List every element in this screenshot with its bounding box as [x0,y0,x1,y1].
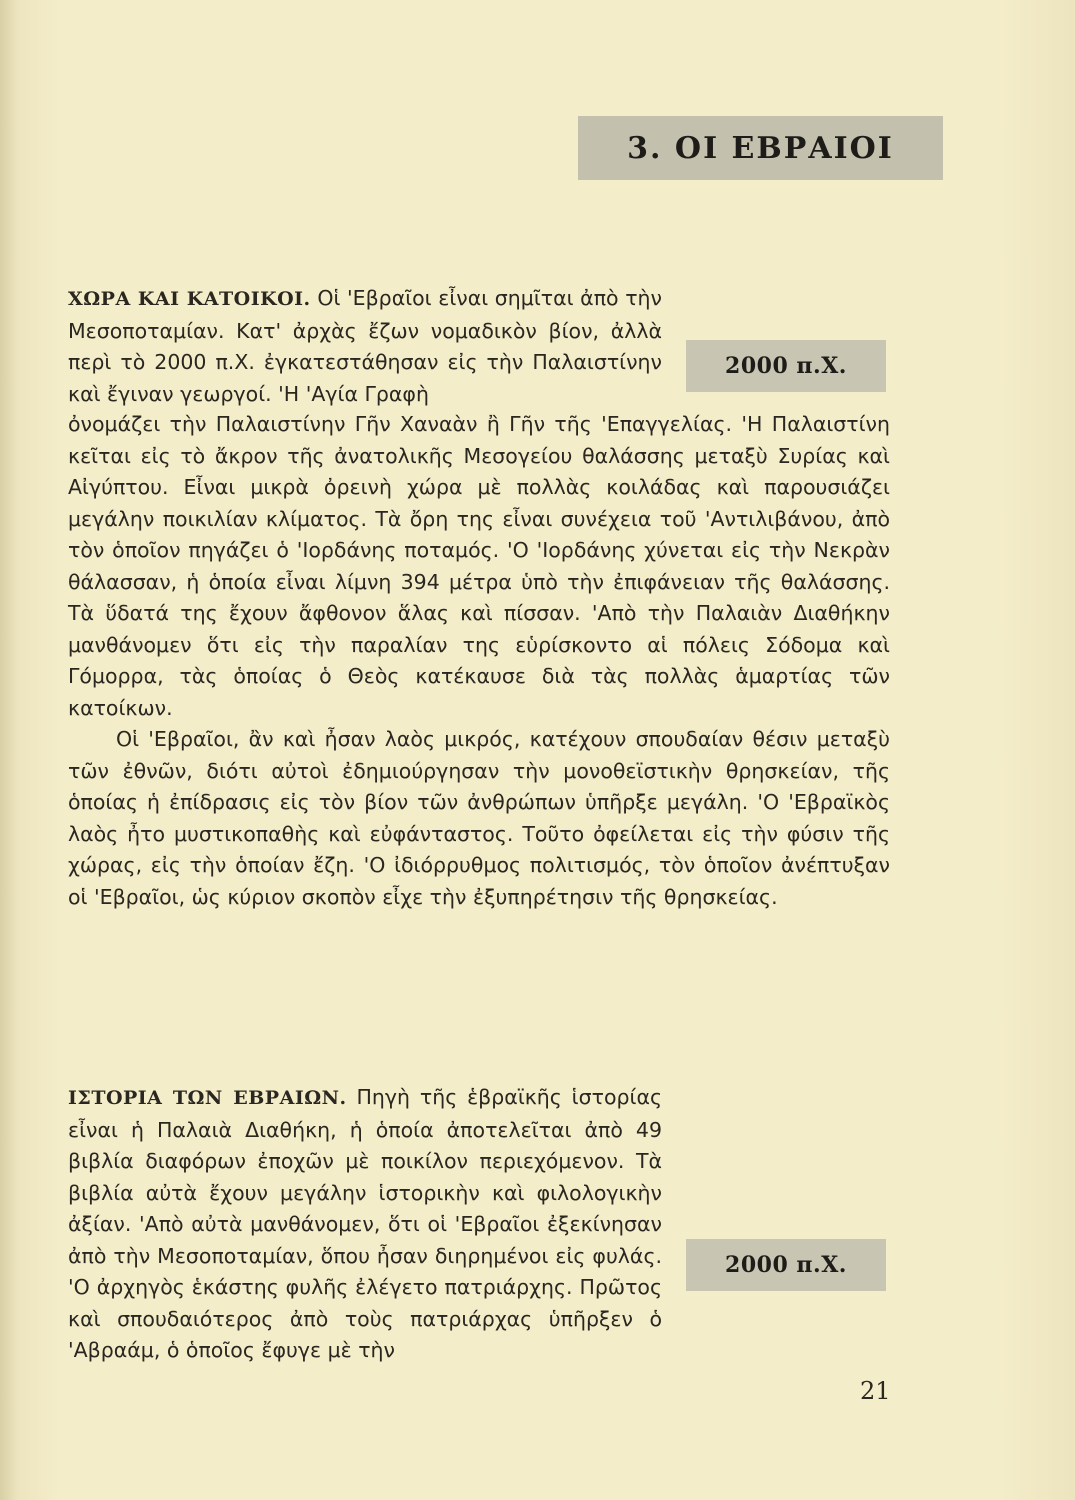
margin-date-note: 2000 π.Χ. [686,340,886,392]
section-heading-history: ΙΣΤΟΡΙΑ ΤΩΝ ΕΒΡΑΙΩΝ. [68,1087,347,1109]
section-1-lead-text: Οἱ 'Εβραῖοι εἶναι σημῖται ἀπὸ τὴν Μεσοποταμίαν. Κατ' ἀρχὰς ἔζων νομαδικὸν βίον, ἀλλὰ περὶ τὸ 2000 π.Χ. ἐγκατεστάθησαν εἰς τὴν Παλαιστίνην καὶ ἔγιναν γεωργοί. 'Η 'Αγία Γραφὴ [68,286,662,406]
section-2 [68,1082,890,1367]
page-number: 21 [860,1377,891,1405]
section-1-paragraph-2: Οἱ 'Εβραῖοι, ἂν καὶ ἦσαν λαὸς μικρός, κατέχουν σπουδαίαν θέσιν μεταξὺ τῶν ἐθνῶν, διότι αὐτοὶ ἐδημιούργησαν τὴν μονοθεϊστικὴν θρησκείαν, τῆς ὁποίας ἡ ἐπίδρασις εἰς τὸν βίον τῶν ἀνθρώπων ὑπῆρξε μεγάλη. 'Ο 'Εβραϊκὸς λαὸς ἦτο μυστικοπαθὴς καὶ εὐφάνταστος. Τοῦτο ὀφείλεται εἰς τὴν φύσιν τῆς χώρας, εἰς τὴν ὁποίαν ἔζη. 'Ο ἰδιόρρυθμος πολιτισμός, τὸν ὁποῖον ἀνέπτυξαν οἱ 'Εβραῖοι, ὡς κύριον σκοπὸν εἶχε τὴν ἐξυπηρέτησιν τῆς θρησκείας. [68,727,890,909]
section-2-wrapped-text: ἀπὸ τὴν Μεσοποταμίαν, ὅπου ἦσαν διηρημένοι εἰς φυλάς. 'Ο ἀρχηγὸς ἑκάστης φυλῆς ἐλέγετο πατριάρχης. Πρῶτος καὶ σπουδαιότερος [68,1243,662,1331]
section-1-body [68,409,890,913]
section-1-paragraph-1: ὀνομάζει τὴν Παλαιστίνην Γῆν Χαναὰν ἢ Γῆν τῆς 'Επαγγελίας. 'Η Παλαιστίνη κεῖται εἰς τὸ ἄκρον τῆς ἀνατολικῆς Μεσογείου θαλάσσης μεταξὺ Συρίας καὶ Αἰγύπτου. Εἶναι μικρὰ ὀρεινὴ χώρα μὲ πολλὰς κοιλάδας καὶ παρουσιάζει μεγάλην ποικιλίαν κλίματος. Τὰ ὄρη της εἶναι συνέχεια τοῦ 'Αντιλιβάνου, ἀπὸ τὸν ὁποῖον πηγάζει ὁ 'Ιορδάνης ποταμός. 'Ο 'Ιορδάνης χύνεται εἰς τὴν Νεκρὰν θάλασσαν, ἡ ὁποία εἶναι λίμνη 394 μέτρα ὑπὸ τὴν ἐπιφάνειαν τῆς θαλάσσης. Τὰ ὕδατά της ἔχουν ἄφθονον ἅλας καὶ πίσσαν. 'Απὸ τὴν Παλαιὰν Διαθήκην μανθάνομεν ὅτι εἰς τὴν παραλίαν της εὑρίσκοντο αἱ πόλεις Σόδομα καὶ Γόμορρα, τὰς ὁποίας ὁ Θεὸς κατέκαυσε διὰ τὰς πολλὰς ἁμαρτίας τῶν κατοίκων. [68,412,890,720]
section-heading-land: ΧΩΡΑ ΚΑΙ ΚΑΤΟΙΚΟΙ. [68,288,311,310]
margin-date-note: 2000 π.Χ. [686,1239,886,1291]
section-2-lead-text: Πηγὴ τῆς ἑβραϊκῆς ἱστορίας εἶναι ἡ Παλαιὰ Διαθήκη, ἡ ὁποία ἀποτελεῖται ἀπὸ 49 βιβλία διαφόρων ἐποχῶν μὲ ποικίλον περιεχόμενον. Τὰ βιβλία αὐτὰ ἔχουν μεγάλην ἱστορικὴν καὶ φιλολογικὴν ἀξίαν. 'Απὸ αὐτὰ μανθάνομεν, ὅτι οἱ 'Εβραῖοι ἐξεκίνησαν [68,1085,662,1236]
section-2-tail-text: ἀπὸ τοὺς πατριάρχας ὑπῆρξεν ὁ 'Αβραάμ, ὁ ὁποῖος ἔφυγε μὲ τὴν [68,1306,662,1362]
chapter-title: 3. ΟΙ ΕΒΡΑΙΟΙ [578,116,943,180]
